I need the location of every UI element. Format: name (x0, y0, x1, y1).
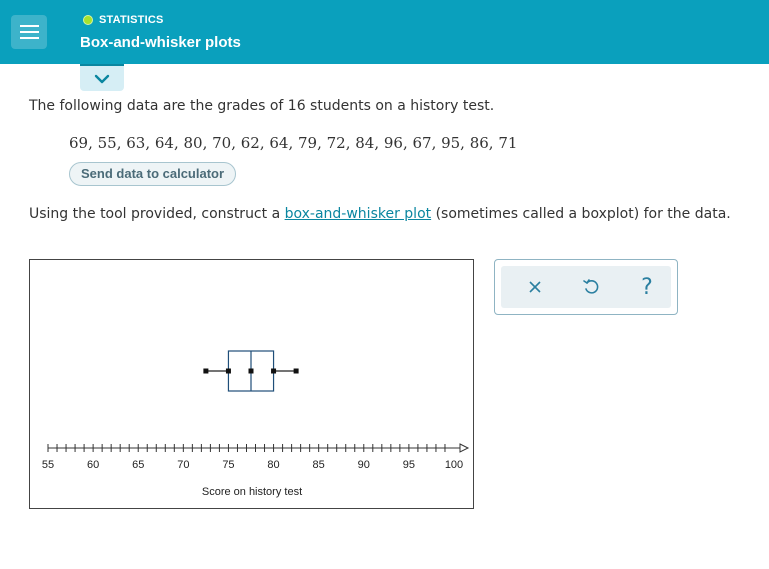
tick-label: 90 (357, 459, 370, 471)
chevron-down-icon (94, 73, 110, 85)
instruction-text: Using the tool provided, construct a (29, 206, 285, 222)
menu-icon-line (20, 31, 39, 33)
menu-icon-line (20, 37, 39, 39)
boxplot-canvas[interactable] (30, 260, 473, 508)
q1-handle[interactable] (226, 369, 231, 374)
undo-button[interactable] (571, 266, 611, 308)
problem-intro: The following data are the grades of 16 students on a history test. (29, 98, 495, 114)
toolbox (494, 259, 678, 315)
tick-label: 100 (444, 459, 464, 471)
subject-text: STATISTICS (99, 14, 164, 26)
menu-button[interactable] (11, 15, 47, 49)
max-handle[interactable] (294, 369, 299, 374)
tick-label: 75 (222, 459, 235, 471)
tick-label: 85 (312, 459, 325, 471)
q3-handle[interactable] (271, 369, 276, 374)
boxplot-graph-area[interactable] (29, 259, 474, 509)
subject-label (83, 14, 164, 26)
min-handle[interactable] (203, 369, 208, 374)
close-icon (528, 280, 542, 294)
tick-label: 65 (132, 459, 145, 471)
tick-label: 70 (177, 459, 190, 471)
help-button[interactable] (627, 266, 667, 308)
help-icon: ? (641, 274, 653, 300)
undo-icon (582, 278, 600, 296)
axis-label: Score on history test (201, 486, 303, 498)
axis-arrow-icon (460, 444, 468, 452)
toolbox-panel (501, 266, 671, 308)
top-bar (0, 0, 769, 64)
collapse-toggle[interactable] (80, 64, 124, 91)
median-handle[interactable] (249, 369, 254, 374)
number-line (42, 444, 468, 471)
tick-label: 60 (86, 459, 100, 471)
status-dot-icon (83, 15, 93, 25)
tick-label: 80 (267, 459, 280, 471)
send-data-button[interactable]: Send data to calculator (69, 162, 236, 186)
instruction-text: (sometimes called a boxplot) for the data. (431, 206, 731, 222)
topic-title: Box-and-whisker plots (80, 34, 241, 51)
boxplot-link[interactable]: box-and-whisker plot (284, 206, 432, 222)
instruction (29, 206, 731, 222)
menu-icon-line (20, 25, 39, 27)
tick-label: 55 (41, 459, 55, 471)
close-button[interactable] (515, 266, 555, 308)
box-and-whisker[interactable] (203, 351, 298, 391)
tick-label: 95 (402, 459, 416, 471)
data-values: 69, 55, 63, 64, 80, 70, 62, 64, 79, 72, 84, 96, 67, 95, 86, 71 (69, 134, 518, 152)
